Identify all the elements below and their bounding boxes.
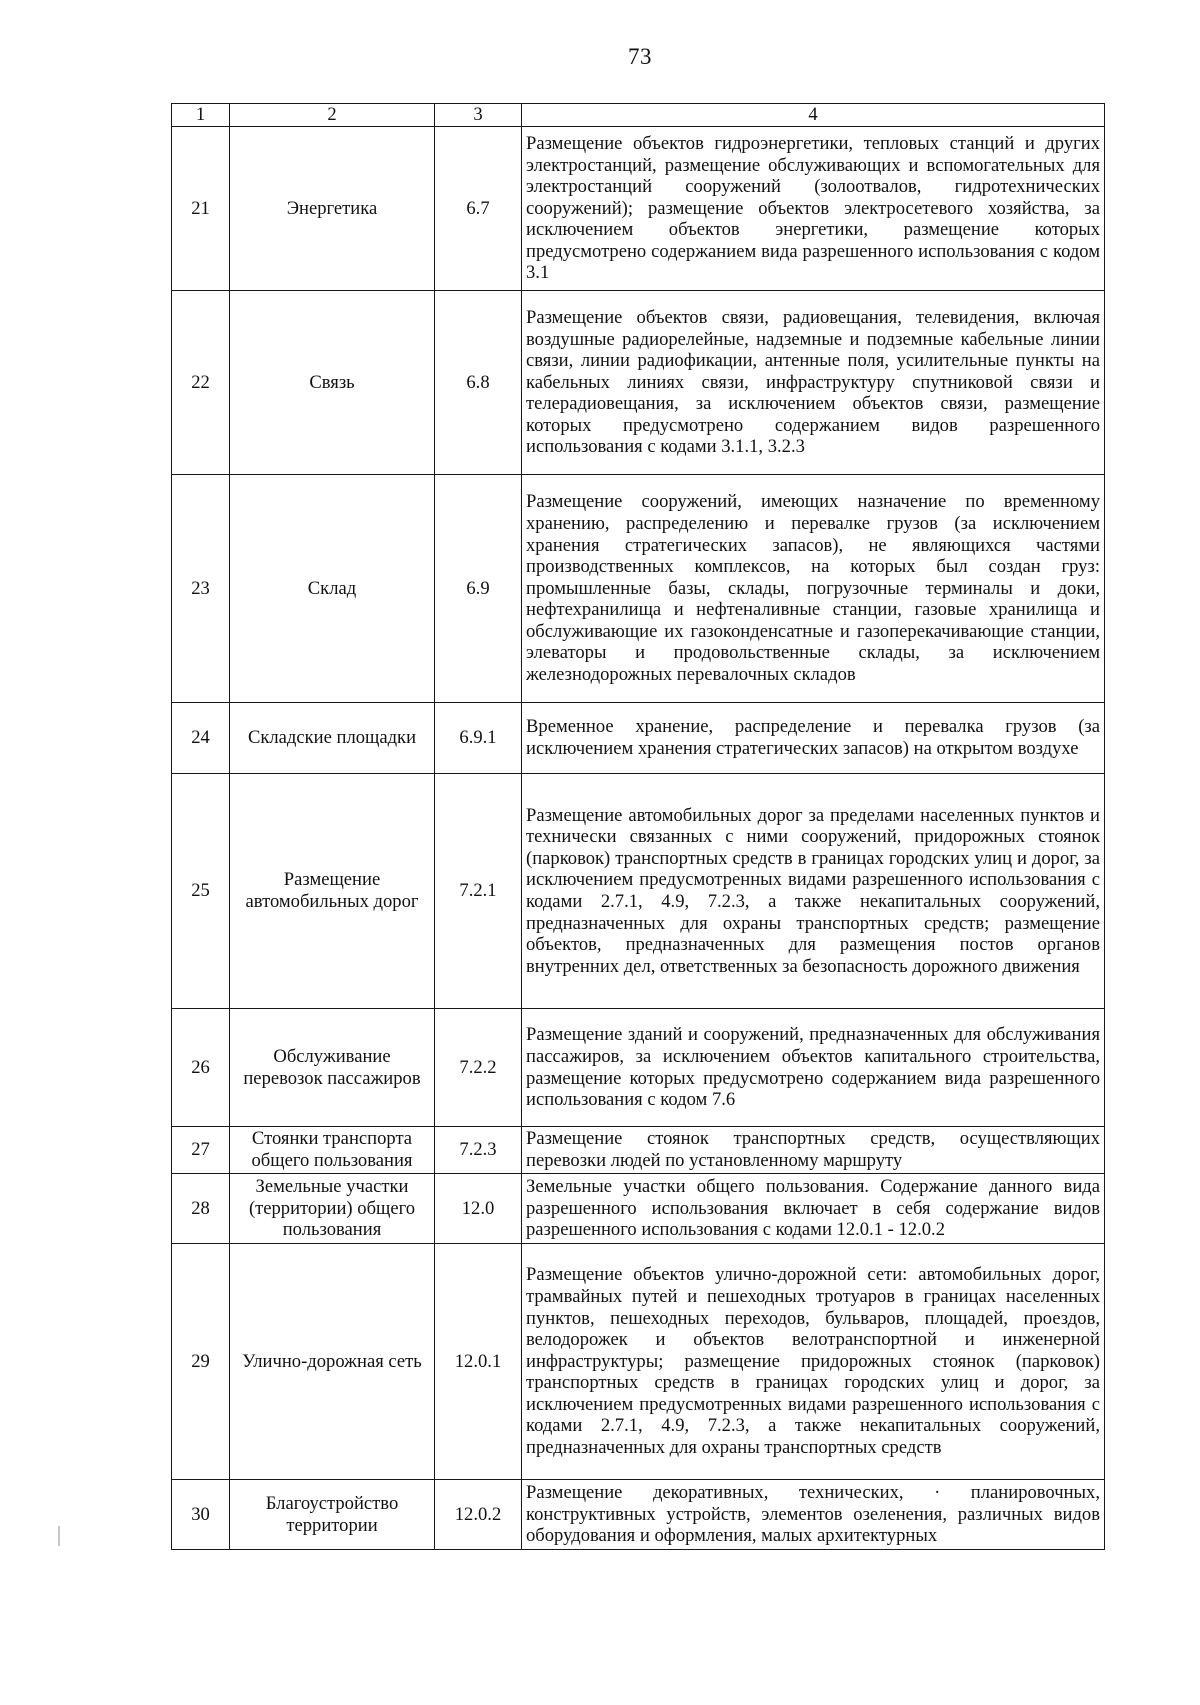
table-row bbox=[172, 703, 1105, 774]
header-cell-2: 2 bbox=[230, 104, 435, 127]
use-type-description: Размещение зданий и сооружений, предназначенных для обслуживания пассажиров, за исключением объектов капитального строительства, размещение которых предусмотрено содержанием вида разрешенного использования с кодом 7.6 bbox=[522, 1009, 1105, 1127]
row-number: 30 bbox=[172, 1480, 230, 1550]
use-type-code: 7.2.2 bbox=[435, 1009, 522, 1127]
use-type-name: Склад bbox=[230, 475, 435, 703]
row-number: 22 bbox=[172, 291, 230, 475]
land-use-table bbox=[171, 103, 1105, 1550]
use-type-code: 12.0.1 bbox=[435, 1244, 522, 1480]
row-number: 25 bbox=[172, 774, 230, 1009]
use-type-code: 6.9 bbox=[435, 475, 522, 703]
use-type-description: Размещение объектов гидроэнергетики, тепловых станций и других электростанций, размещение обслуживающих и вспомогательных для электростанций сооружений (золоотвалов, гидротехнических сооружений); размещение объектов электросетевого хозяйства, за исключением объектов энергетики, размещение которых предусмотрено содержанием вида разрешенного использования с кодом 3.1 bbox=[522, 127, 1105, 291]
row-number: 29 bbox=[172, 1244, 230, 1480]
table-row bbox=[172, 291, 1105, 475]
use-type-name: Связь bbox=[230, 291, 435, 475]
table-row bbox=[172, 127, 1105, 291]
use-type-name: Улично-дорожная сеть bbox=[230, 1244, 435, 1480]
use-type-name: Энергетика bbox=[230, 127, 435, 291]
row-number: 28 bbox=[172, 1174, 230, 1244]
header-cell-4: 4 bbox=[522, 104, 1105, 127]
table-header-row bbox=[172, 104, 1105, 127]
row-number: 23 bbox=[172, 475, 230, 703]
table-row bbox=[172, 475, 1105, 703]
use-type-code: 6.7 bbox=[435, 127, 522, 291]
row-number: 26 bbox=[172, 1009, 230, 1127]
use-type-name: Земельные участки (территории) общего пользования bbox=[230, 1174, 435, 1244]
use-type-description: Размещение объектов связи, радиовещания, телевидения, включая воздушные радиорелейные, надземные и подземные кабельные линии связи, линии радиофикации, антенные поля, усилительные пункты на кабельных линиях связи, инфраструктуру спутниковой связи и телерадиовещания, за исключением объектов связи, размещение которых предусмотрено содержанием видов разрешенного использования с кодами 3.1.1, 3.2.3 bbox=[522, 291, 1105, 475]
use-type-code: 6.9.1 bbox=[435, 703, 522, 774]
table-row bbox=[172, 1244, 1105, 1480]
page-number: 73 bbox=[628, 44, 652, 69]
use-type-name: Размещение автомобильных дорог bbox=[230, 774, 435, 1009]
use-type-code: 7.2.3 bbox=[435, 1127, 522, 1174]
use-type-description: Размещение объектов улично-дорожной сети: автомобильных дорог, трамвайных путей и пешеходных тротуаров в границах населенных пунктов, пешеходных переходов, бульваров, площадей, проездов, велодорожек и объектов велотранспортной и инженерной инфраструктуры; размещение придорожных стоянок (парковок) транспортных средств в границах городских улиц и дорог, за исключением предусмотренных видами разрешенного использования с кодами 2.7.1, 4.9, 7.2.3, а также некапитальных сооружений, предназначенных для охраны транспортных средств bbox=[522, 1244, 1105, 1480]
use-type-description: Земельные участки общего пользования. Содержание данного вида разрешенного использования включает в себя содержание видов разрешенного использования с кодами 12.0.1 - 12.0.2 bbox=[522, 1174, 1105, 1244]
table-row bbox=[172, 1480, 1105, 1550]
use-type-code: 12.0.2 bbox=[435, 1480, 522, 1550]
row-number: 24 bbox=[172, 703, 230, 774]
use-type-description: Размещение декоративных, технических, · планировочных, конструктивных устройств, элементов озеленения, различных видов оборудования и оформления, малых архитектурных bbox=[522, 1480, 1105, 1550]
use-type-description: Размещение автомобильных дорог за пределами населенных пунктов и технически связанных с ними сооружений, придорожных стоянок (парковок) транспортных средств в границах городских улиц и дорог, за исключением предусмотренных видами разрешенного использования с кодами 2.7.1, 4.9, 7.2.3, а также некапитальных сооружений, предназначенных для охраны транспортных средств; размещение объектов, предназначенных для размещения постов органов внутренних дел, ответственных за безопасность дорожного движения bbox=[522, 774, 1105, 1009]
use-type-name: Благоустройство территории bbox=[230, 1480, 435, 1550]
table-row bbox=[172, 1009, 1105, 1127]
use-type-code: 6.8 bbox=[435, 291, 522, 475]
use-type-name: Обслуживание перевозок пассажиров bbox=[230, 1009, 435, 1127]
row-number: 21 bbox=[172, 127, 230, 291]
scan-margin-mark bbox=[58, 1526, 60, 1546]
use-type-description: Временное хранение, распределение и перевалка грузов (за исключением хранения стратегических запасов) на открытом воздухе bbox=[522, 703, 1105, 774]
table-row bbox=[172, 1127, 1105, 1174]
use-type-description: Размещение сооружений, имеющих назначение по временному хранению, распределению и перевалке грузов (за исключением хранения стратегических запасов), не являющихся частями производственных комплексов, на которых был создан груз: промышленные базы, склады, погрузочные терминалы и доки, нефтехранилища и нефтеналивные станции, газовые хранилища и обслуживающие их газоконденсатные и газоперекачивающие станции, элеваторы и продовольственные склады, за исключением железнодорожных перевалочных складов bbox=[522, 475, 1105, 703]
table-row bbox=[172, 1174, 1105, 1244]
use-type-name: Стоянки транспорта общего пользования bbox=[230, 1127, 435, 1174]
use-type-description: Размещение стоянок транспортных средств, осуществляющих перевозки людей по установленному маршруту bbox=[522, 1127, 1105, 1174]
use-type-code: 7.2.1 bbox=[435, 774, 522, 1009]
header-cell-3: 3 bbox=[435, 104, 522, 127]
table-row bbox=[172, 774, 1105, 1009]
header-cell-1: 1 bbox=[172, 104, 230, 127]
use-type-name: Складские площадки bbox=[230, 703, 435, 774]
row-number: 27 bbox=[172, 1127, 230, 1174]
use-type-code: 12.0 bbox=[435, 1174, 522, 1244]
